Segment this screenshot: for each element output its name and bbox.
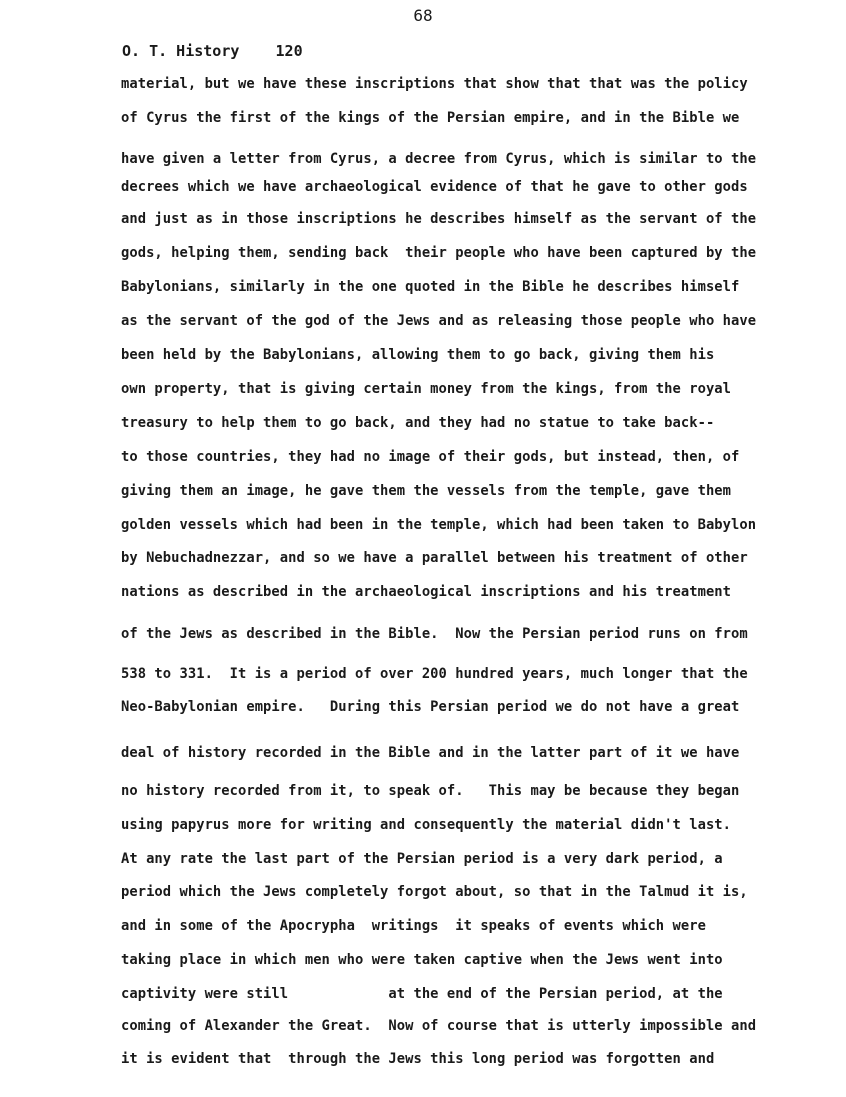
page-header: O. T. History 120 bbox=[122, 42, 303, 60]
text-line: material, but we have these inscriptions that show that that was the policy bbox=[121, 76, 748, 92]
text-line: coming of Alexander the Great. Now of course that is utterly impossible and bbox=[121, 1018, 757, 1034]
text-line: nations as described in the archaeological inscriptions and his treatment bbox=[121, 584, 732, 600]
text-line: of Cyrus the first of the kings of the Persian empire, and in the Bible we bbox=[121, 110, 740, 126]
text-line: as the servant of the god of the Jews and as releasing those people who have bbox=[121, 313, 757, 329]
text-line: deal of history recorded in the Bible and in the latter part of it we have bbox=[121, 745, 740, 761]
text-line: have given a letter from Cyrus, a decree from Cyrus, which is similar to the bbox=[121, 151, 757, 167]
text-line: own property, that is giving certain money from the kings, from the royal bbox=[121, 381, 732, 397]
text-line: no history recorded from it, to speak of. This may be because they began bbox=[121, 783, 740, 799]
text-line: gods, helping them, sending back their people who have been captured by the bbox=[121, 245, 757, 261]
page-number: 68 bbox=[413, 6, 433, 25]
text-line: Neo-Babylonian empire. During this Persian period we do not have a great bbox=[121, 699, 740, 715]
text-line: and in some of the Apocrypha writings it speaks of events which were bbox=[121, 918, 706, 934]
text-line: period which the Jews completely forgot about, so that in the Talmud it is, bbox=[121, 884, 748, 900]
text-line: of the Jews as described in the Bible. Now the Persian period runs on from bbox=[121, 626, 748, 642]
text-line: At any rate the last part of the Persian period is a very dark period, a bbox=[121, 851, 723, 867]
text-line: using papyrus more for writing and consequently the material didn't last. bbox=[121, 817, 732, 833]
text-line: giving them an image, he gave them the vessels from the temple, gave them bbox=[121, 483, 732, 499]
text-line: been held by the Babylonians, allowing them to go back, giving them his bbox=[121, 347, 715, 363]
text-line: 538 to 331. It is a period of over 200 hundred years, much longer that the bbox=[121, 666, 748, 682]
text-line: golden vessels which had been in the temple, which had been taken to Babylon bbox=[121, 517, 757, 533]
text-line: and just as in those inscriptions he describes himself as the servant of the bbox=[121, 211, 757, 227]
text-line: by Nebuchadnezzar, and so we have a parallel between his treatment of other bbox=[121, 550, 748, 566]
text-line: decrees which we have archaeological evidence of that he gave to other gods bbox=[121, 179, 748, 195]
text-line: it is evident that through the Jews this long period was forgotten and bbox=[121, 1051, 715, 1067]
text-line: captivity were still at the end of the Persian period, at the bbox=[121, 986, 723, 1002]
text-line: to those countries, they had no image of their gods, but instead, then, of bbox=[121, 449, 740, 465]
text-line: treasury to help them to go back, and they had no statue to take back-- bbox=[121, 415, 715, 431]
text-line: Babylonians, similarly in the one quoted in the Bible he describes himself bbox=[121, 279, 740, 295]
text-line: taking place in which men who were taken captive when the Jews went into bbox=[121, 952, 723, 968]
